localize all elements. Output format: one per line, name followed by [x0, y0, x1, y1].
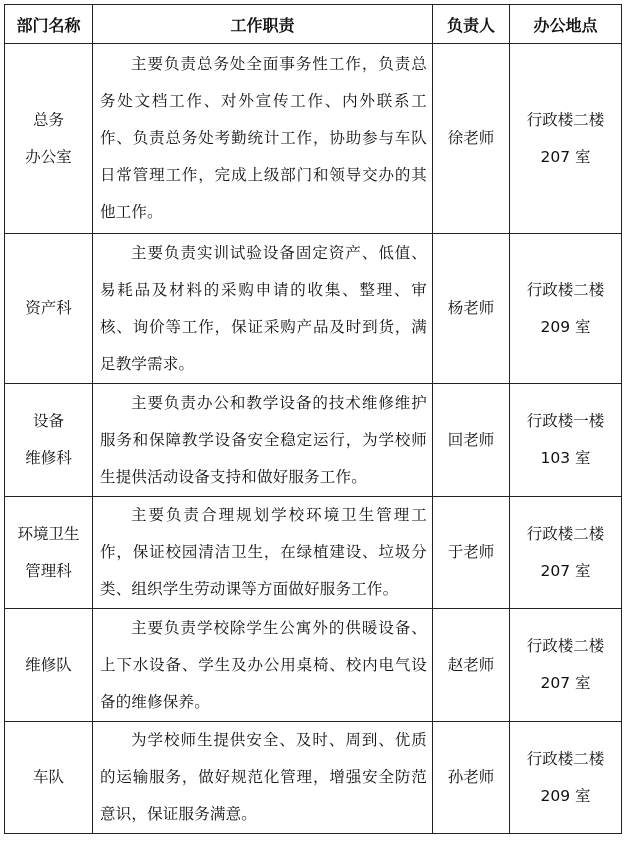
office-line: 行政楼二楼	[526, 637, 605, 655]
table-row	[5, 234, 622, 384]
duties-cell: 为学校师生提供安全、及时、周到、优质的运输服务，做好规范化管理，增强安全防范意识，保证服务满意。	[93, 722, 433, 834]
office-line: 209 室	[540, 786, 591, 805]
duties-cell: 主要负责总务处全面事务性工作，负责总务处文档工作、对外宣传工作、内外联系工作、负责总务处考勤统计工作，协助参与车队日常管理工作，完成上级部门和领导交办的其他工作。	[93, 44, 433, 234]
header-duties: 工作职责	[93, 5, 433, 44]
header-department: 部门名称	[5, 5, 93, 44]
department-name-line: 管理科	[25, 561, 72, 580]
office-cell	[510, 384, 622, 497]
department-cell	[5, 609, 93, 722]
duties-cell: 主要负责学校除学生公寓外的供暖设备、上下水设备、学生及办公用桌椅、校内电气设备的维修保养。	[93, 609, 433, 722]
office-line: 207 室	[540, 561, 591, 580]
department-name-line: 维修队	[25, 655, 72, 674]
person-cell: 孙老师	[433, 722, 510, 834]
office-line: 103 室	[540, 449, 591, 467]
person-cell: 徐老师	[433, 44, 510, 234]
header-person: 负责人	[433, 5, 510, 44]
department-duties-table	[4, 4, 622, 834]
office-line: 行政楼二楼	[526, 280, 605, 299]
person-cell: 杨老师	[433, 234, 510, 384]
header-office: 办公地点	[510, 5, 622, 44]
office-cell	[510, 234, 622, 384]
department-name-line: 办公室	[25, 147, 72, 166]
department-cell	[5, 234, 93, 384]
duties-cell: 主要负责办公和教学设备的技术维修维护服务和保障教学设备安全稳定运行，为学校师生提供活动设备支持和做好服务工作。	[93, 384, 433, 497]
duties-cell: 主要负责合理规划学校环境卫生管理工作，保证校园清洁卫生，在绿植建设、垃圾分类、组织学生劳动课等方面做好服务工作。	[93, 497, 433, 609]
table-row	[5, 609, 622, 722]
department-name-line: 资产科	[25, 299, 72, 317]
department-cell	[5, 44, 93, 234]
table-row	[5, 722, 622, 834]
office-cell	[510, 44, 622, 234]
office-cell	[510, 609, 622, 722]
table-row	[5, 497, 622, 609]
office-cell	[510, 722, 622, 834]
person-cell: 赵老师	[433, 609, 510, 722]
duties-cell: 主要负责实训试验设备固定资产、低值、易耗品及材料的采购申请的收集、整理、审核、询价等工作，保证采购产品及时到货，满足教学需求。	[93, 234, 433, 384]
office-line: 行政楼二楼	[526, 524, 605, 543]
header-row	[5, 5, 622, 44]
department-cell	[5, 722, 93, 834]
department-name-line: 总务	[32, 110, 64, 129]
person-cell: 回老师	[433, 384, 510, 497]
office-line: 行政楼一楼	[526, 412, 605, 430]
office-cell	[510, 497, 622, 609]
department-name-line: 环境卫生	[17, 524, 80, 543]
office-line: 209 室	[540, 317, 591, 336]
table-row	[5, 384, 622, 497]
office-line: 207 室	[540, 674, 591, 692]
office-line: 行政楼二楼	[526, 749, 605, 768]
person-cell: 于老师	[433, 497, 510, 609]
department-name-line: 设备	[32, 412, 64, 430]
table-row	[5, 44, 622, 234]
department-name-line: 车队	[32, 768, 64, 786]
department-cell	[5, 497, 93, 609]
office-line: 行政楼二楼	[526, 110, 605, 129]
department-cell	[5, 384, 93, 497]
office-line: 207 室	[540, 147, 591, 166]
department-name-line: 维修科	[25, 449, 72, 467]
